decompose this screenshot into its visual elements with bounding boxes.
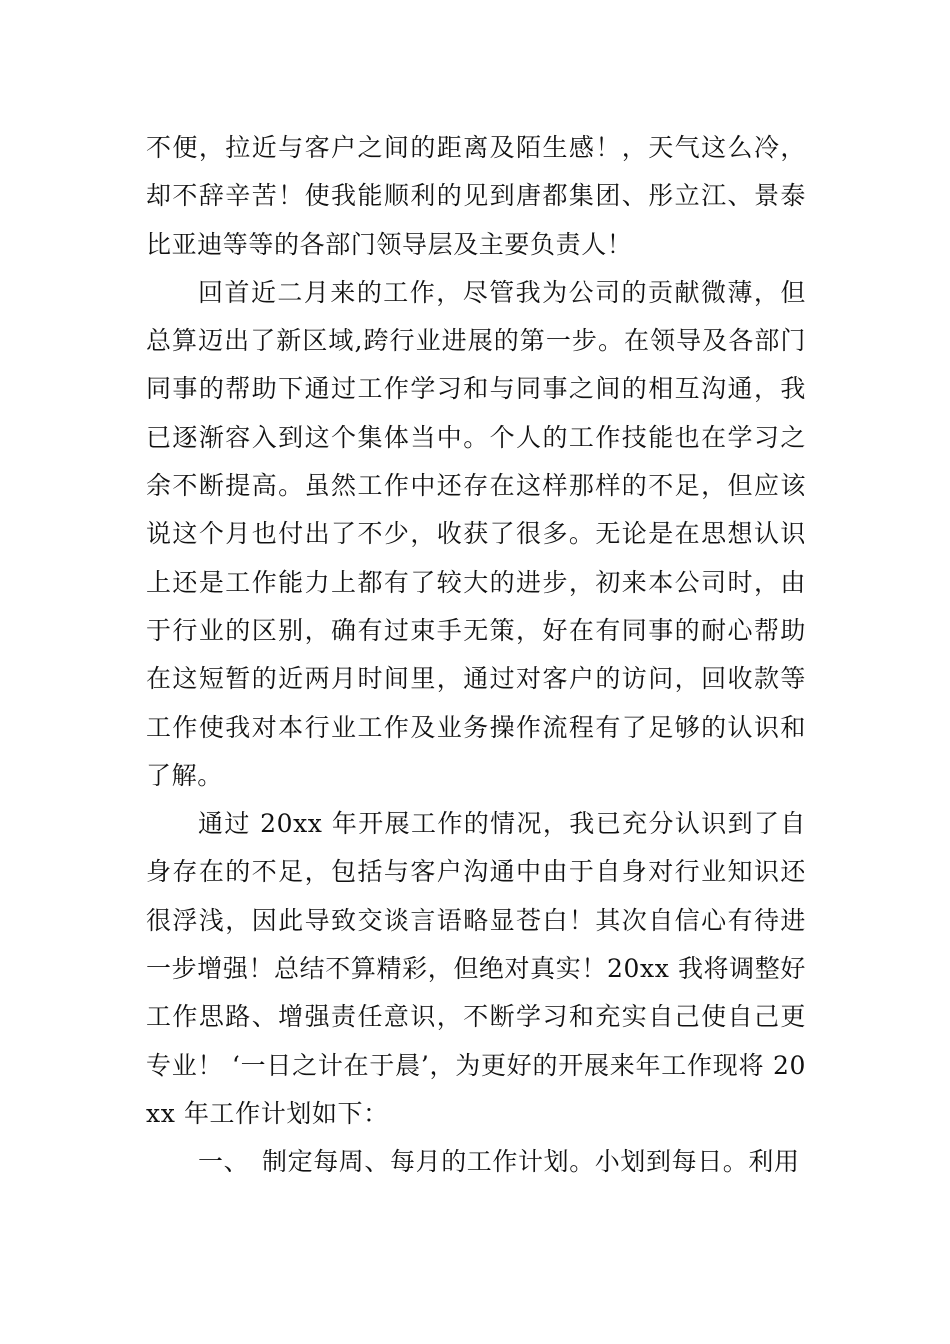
paragraph-1: 不便，拉近与客户之间的距离及陌生感！，天气这么冷，却不辞辛苦！使我能顺利的见到唐都集团、彤立江、景泰比亚迪等等的各部门领导层及主要负责人！	[146, 133, 806, 259]
paragraph-3: 通过 20xx 年开展工作的情况，我已充分认识到了自身存在的不足，包括与客户沟通中由于自身对行业知识还很浮浅，因此导致交谈言语略显苍白！其次自信心有待进一步增强！总结不算精彩，但绝对真实！20xx 我将调整好工作思路、增强责任意识，不断学习和充实自己使自己更专业！ ‘一日之计在于晨’，为更好的开展来年工作现将 20xx 年工作计划如下：	[146, 809, 806, 1128]
paragraph-2: 回首近二月来的工作，尽管我为公司的贡献微薄，但总算迈出了新区域,跨行业进展的第一步。在领导及各部门同事的帮助下通过工作学习和与同事之间的相互沟通，我已逐渐容入到这个集体当中。个人的工作技能也在学习之余不断提高。虽然工作中还存在这样那样的不足，但应该说这个月也付出了不少，收获了很多。无论是在思想认识上还是工作能力上都有了较大的进步，初来本公司时，由于行业的区别，确有过束手无策，好在有同事的耐心帮助在这短暂的近两月时间里，通过对客户的访问，回收款等工作使我对本行业工作及业务操作流程有了足够的认识和了解。	[146, 277, 806, 790]
list-item-1	[146, 1138, 806, 1186]
document-body	[146, 124, 806, 1187]
list-marker: 一、	[198, 1147, 250, 1177]
list-item-text: 制定每周、每月的工作计划。小划到每日。利用	[262, 1147, 800, 1177]
